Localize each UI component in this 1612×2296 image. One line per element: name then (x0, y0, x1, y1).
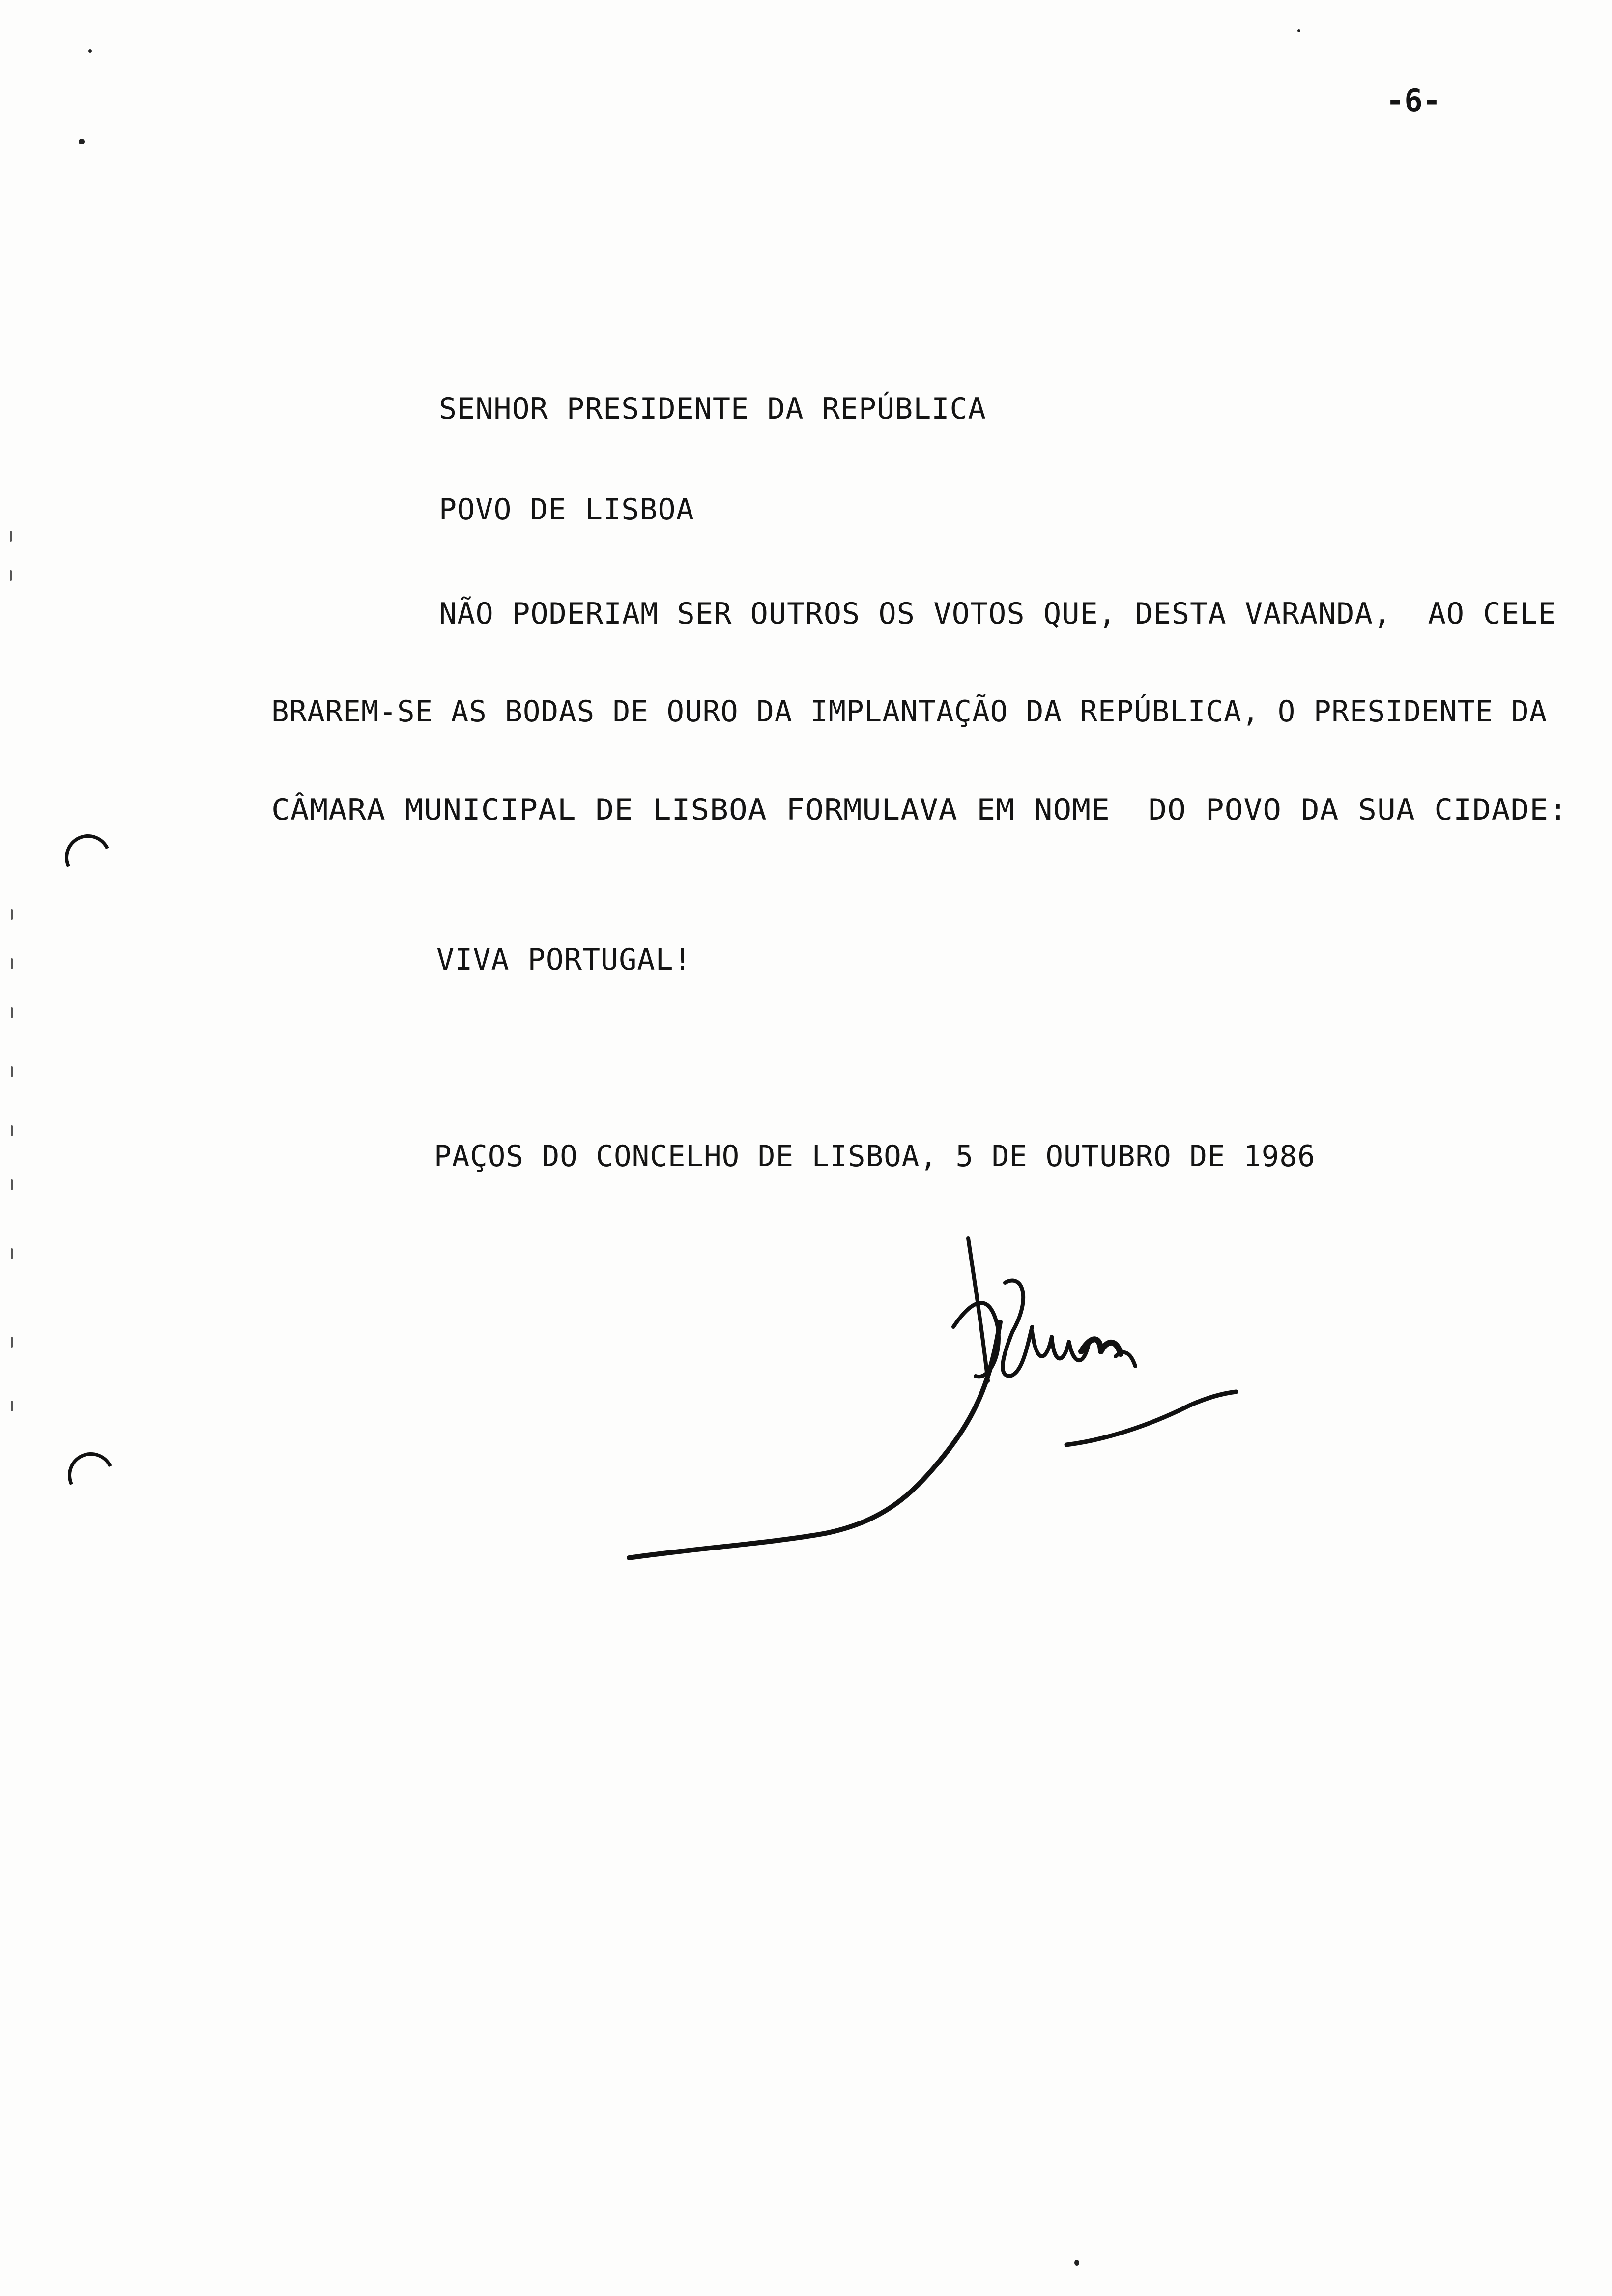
scan-edge-mark (11, 909, 13, 920)
scan-edge-mark (11, 1179, 13, 1190)
scan-edge-mark (11, 1125, 13, 1136)
salutation-president: SENHOR PRESIDENTE DA REPÚBLICA (439, 392, 986, 426)
scan-speck (1074, 2260, 1079, 2266)
signature-icon (609, 1219, 1248, 1592)
body-line-1: NÃO PODERIAM SER OUTROS OS VOTOS QUE, DESTA VARANDA, AO CELE (439, 597, 1556, 631)
scan-speck (79, 139, 85, 144)
scan-edge-mark (11, 1007, 13, 1018)
scan-edge-mark (11, 1248, 13, 1259)
body-line-2: BRAREM-SE AS BODAS DE OURO DA IMPLANTAÇÃO DA REPÚBLICA, O PRESIDENTE DA (271, 694, 1548, 729)
scan-edge-mark (11, 958, 13, 969)
scan-edge-mark (10, 570, 12, 581)
scan-edge-mark (11, 1337, 13, 1348)
punch-hole-top (58, 828, 117, 887)
punch-hole-bottom (61, 1446, 120, 1505)
scan-speck (1297, 29, 1300, 32)
closing-line: VIVA PORTUGAL! (436, 943, 692, 977)
scan-edge-mark (11, 1401, 13, 1411)
salutation-people: POVO DE LISBOA (439, 492, 694, 527)
page-number: -6- (1386, 83, 1441, 118)
scan-speck (88, 49, 92, 53)
scan-edge-mark (11, 1066, 13, 1077)
scan-edge-mark (10, 531, 12, 542)
body-line-3: CÂMARA MUNICIPAL DE LISBOA FORMULAVA EM NOME DO POVO DA SUA CIDADE: (271, 793, 1568, 827)
place-and-date: PAÇOS DO CONCELHO DE LISBOA, 5 DE OUTUBRO DE 1986 (434, 1139, 1316, 1174)
